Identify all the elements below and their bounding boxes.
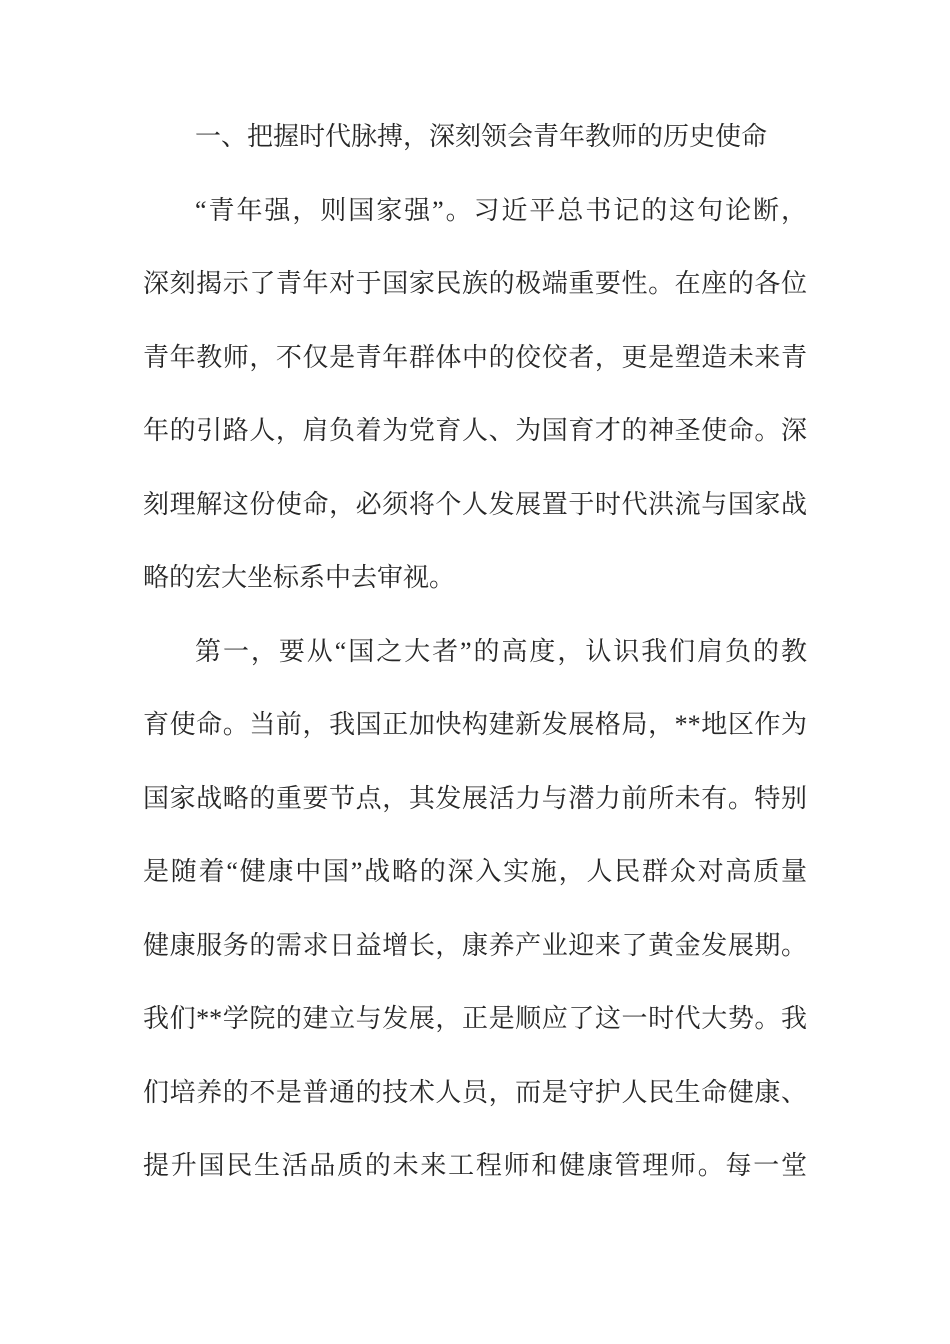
paragraph-line: 刻理解这份使命，必须将个人发展置于时代洪流与国家战 (143, 489, 807, 519)
paragraph-line: 是随着“健康中国”战略的深入实施，人民群众对高质量 (143, 857, 807, 886)
paragraph-line: 第一，要从“国之大者”的高度，认识我们肩负的教 (195, 636, 807, 666)
paragraph-line: 育使命。当前，我国正加快构建新发展格局，**地区作为 (143, 710, 807, 739)
paragraph-line: 深刻揭示了青年对于国家民族的极端重要性。在座的各位 (143, 269, 807, 298)
paragraph-line: 健康服务的需求日益增长，康养产业迎来了黄金发展期。 (143, 930, 807, 960)
paragraph-end-line: 略的宏大坐标系中去审视。 (143, 563, 456, 592)
paragraph-line: “青年强，则国家强”。习近平总书记的这句论断， (195, 195, 807, 225)
paragraph-line: 我们**学院的建立与发展，正是顺应了这一时代大势。我 (143, 1004, 807, 1033)
paragraph-line: 年的引路人，肩负着为党育人、为国育才的神圣使命。深 (143, 416, 807, 445)
paragraph-line: 们培养的不是普通的技术人员，而是守护人民生命健康、 (143, 1077, 807, 1107)
paragraph-line: 国家战略的重要节点，其发展活力与潜力前所未有。特别 (143, 783, 807, 813)
paragraph-line: 青年教师，不仅是青年群体中的佼佼者，更是塑造未来青 (143, 342, 807, 372)
paragraph-line: 提升国民生活品质的未来工程师和健康管理师。每一堂 (143, 1151, 807, 1180)
section-heading: 一、把握时代脉搏，深刻领会青年教师的历史使命 (195, 122, 768, 151)
